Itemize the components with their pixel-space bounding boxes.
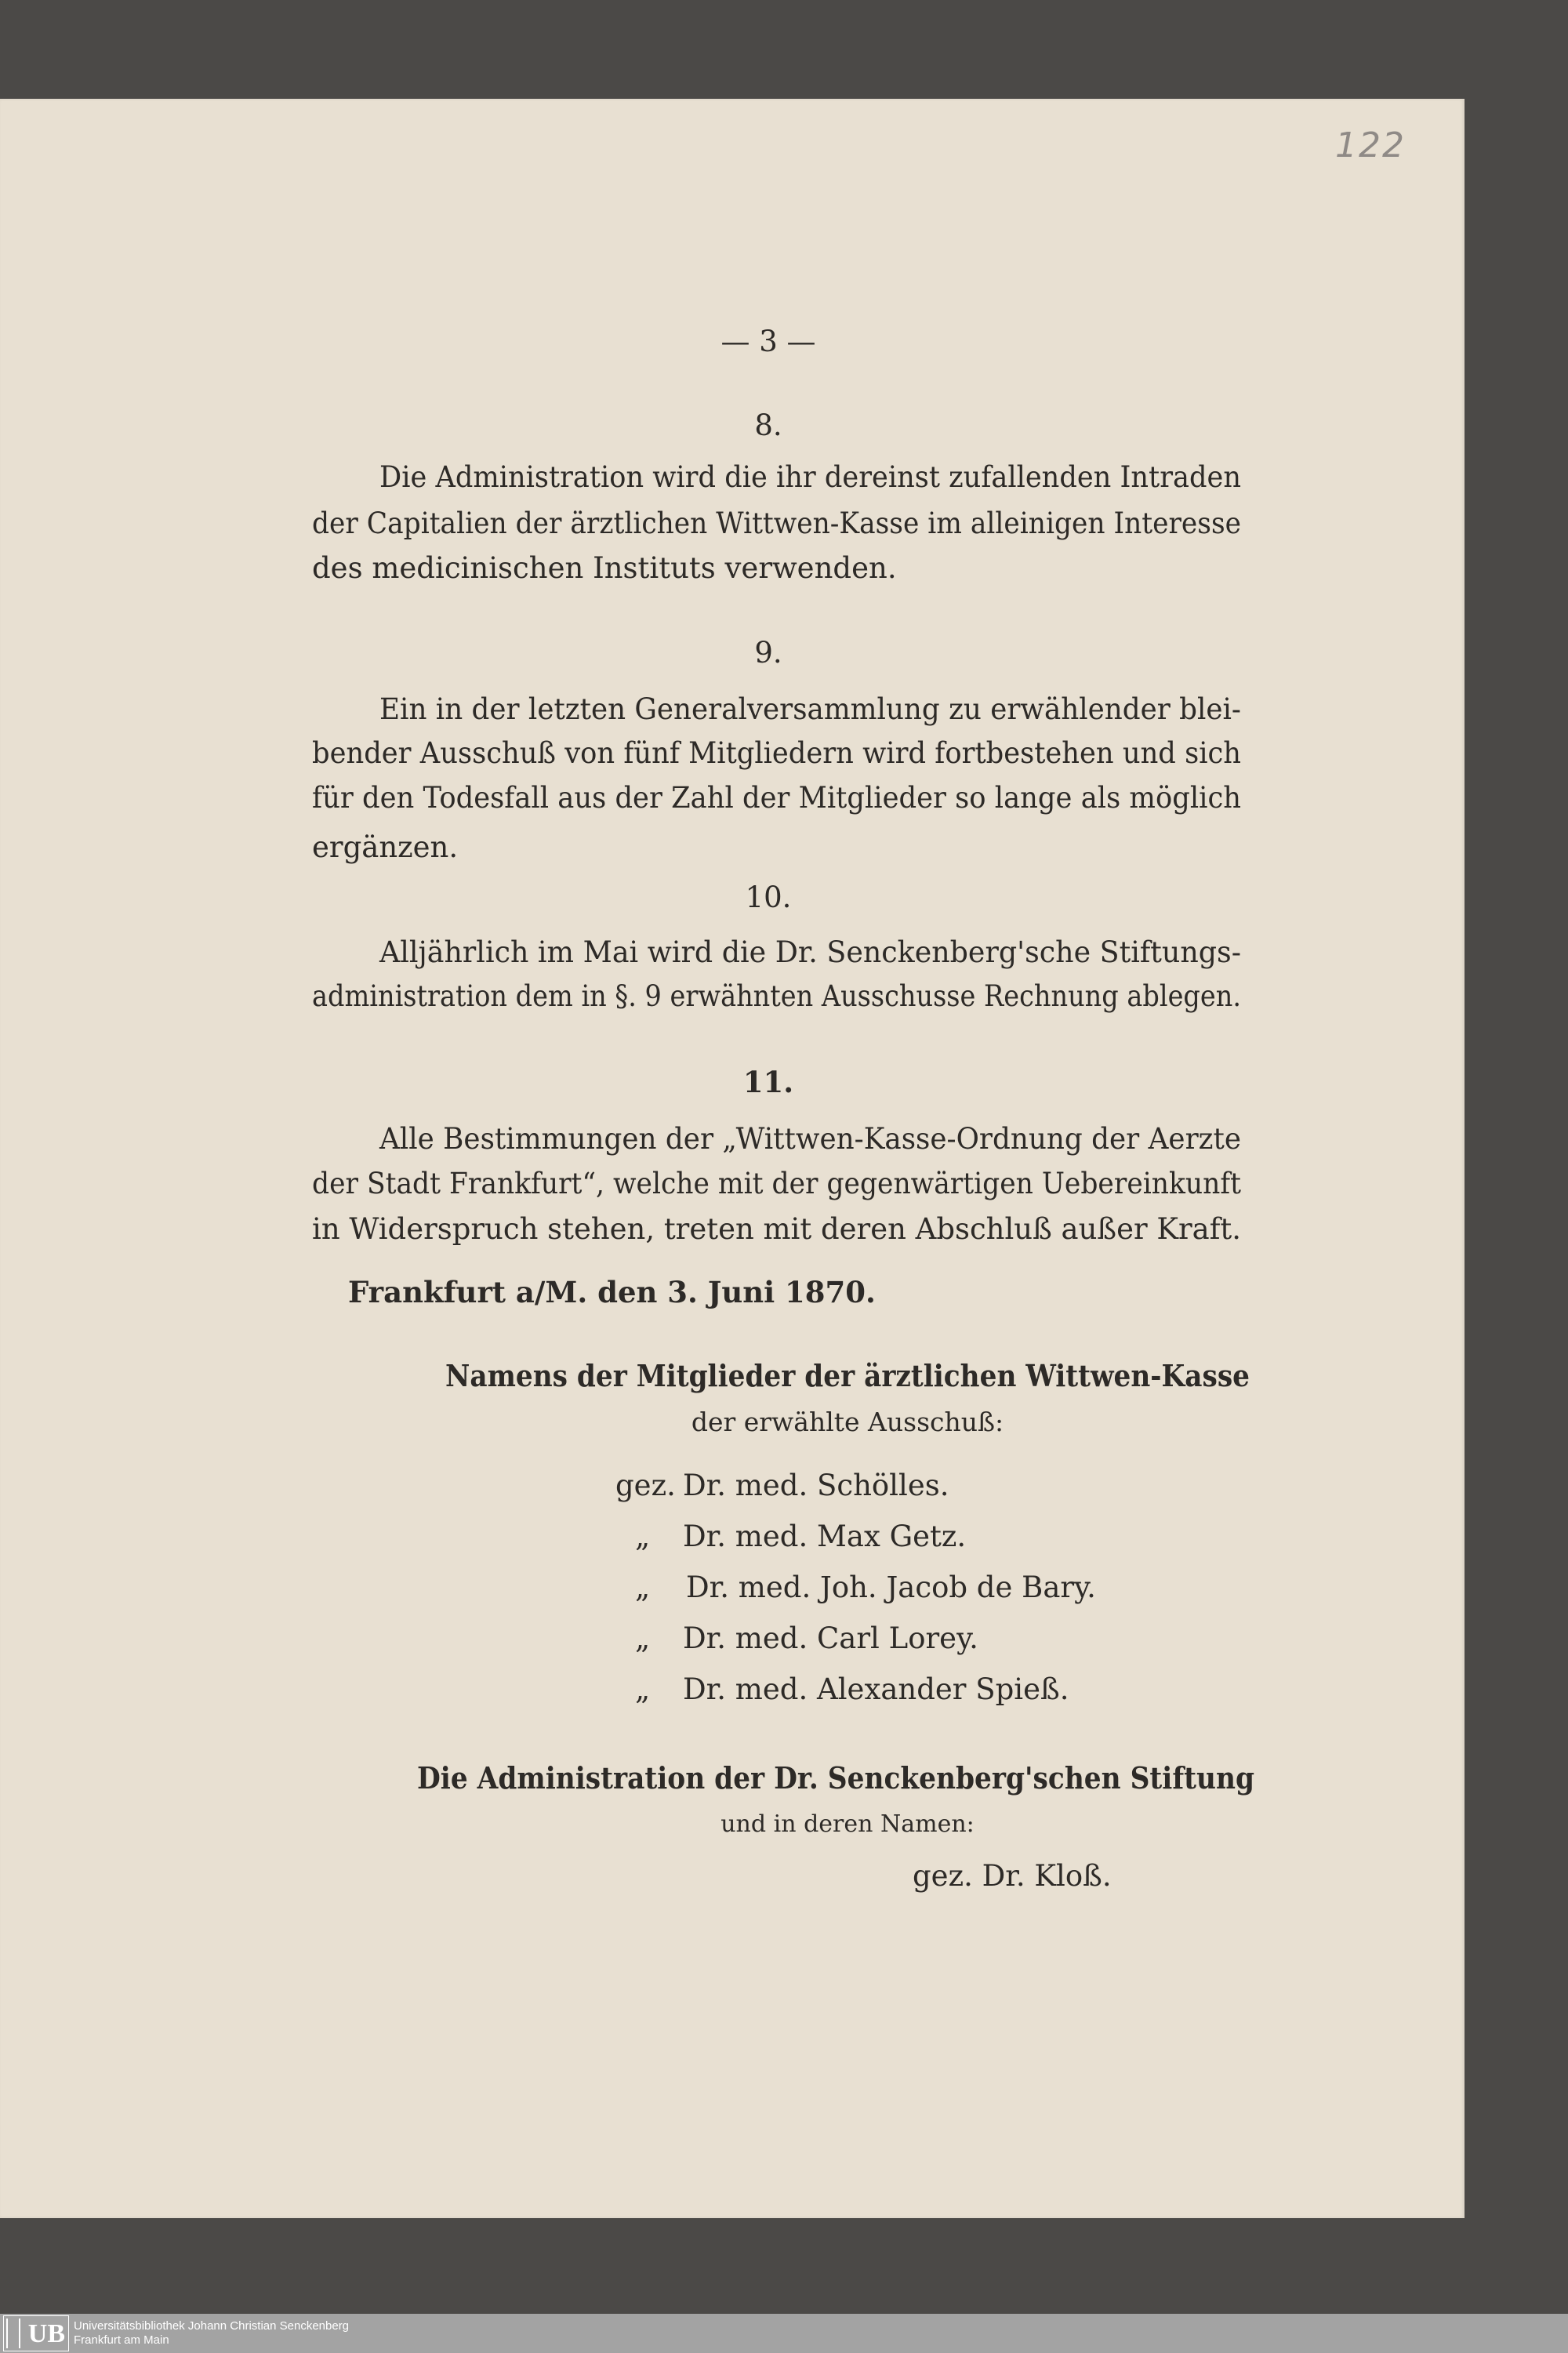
signature-prefix: „: [635, 1520, 651, 1553]
library-location: Frankfurt am Main: [74, 2333, 169, 2347]
signature-name: Dr. med. Joh. Jacob de Bary.: [686, 1570, 1096, 1604]
library-logo: [3, 2315, 69, 2351]
section-number: 8.: [754, 409, 782, 442]
committee-heading: Namens der Mitglieder der ärztlichen Wittwen-Kasse: [445, 1358, 1250, 1393]
text-line: administration dem in §. 9 erwähnten Ausschusse Rechnung ablegen.: [312, 979, 1241, 1013]
signature-name: Dr. med. Max Getz.: [683, 1520, 967, 1553]
signature-name: Dr. med. Alexander Spieß.: [683, 1672, 1069, 1706]
text-line: in Widerspruch stehen, treten mit deren Abschluß außer Kraft.: [312, 1212, 1241, 1246]
page-number: — 3 —: [720, 325, 816, 358]
book-pages-icon: [6, 2319, 20, 2348]
administration-heading: Die Administration der Dr. Senckenberg'schen Stiftung: [417, 1760, 1254, 1796]
archive-number: 122: [1335, 125, 1406, 165]
signature-prefix: „: [635, 1621, 651, 1655]
signature-name: Dr. med. Carl Lorey.: [683, 1621, 978, 1655]
signature-prefix: gez.: [615, 1469, 676, 1502]
text-line: für den Todesfall aus der Zahl der Mitglieder so lange als möglich: [312, 781, 1241, 815]
signature-name: Dr. med. Schölles.: [683, 1469, 949, 1502]
signature-prefix: „: [635, 1672, 651, 1706]
section-number: 9.: [754, 636, 782, 670]
library-name: Universitätsbibliothek Johann Christian Senckenberg: [74, 2319, 350, 2333]
document-page: [0, 99, 1465, 2218]
library-footer: [0, 2314, 1568, 2353]
text-line: der Capitalien der ärztlichen Wittwen-Kasse im alleinigen Interesse: [312, 507, 1241, 540]
text-line: ergänzen.: [312, 830, 459, 864]
text-line: der Stadt Frankfurt“, welche mit der gegenwärtigen Uebereinkunft: [312, 1167, 1241, 1200]
place-date: Frankfurt a/M. den 3. Juni 1870.: [348, 1275, 876, 1309]
text-line: Die Administration wird die ihr dereinst zufallenden Intraden: [379, 460, 1241, 494]
administration-signature: gez. Dr. Kloß.: [913, 1859, 1112, 1893]
text-line: Ein in der letzten Generalversammlung zu erwählender blei-: [379, 692, 1241, 726]
section-number: 10.: [745, 881, 792, 914]
section-number: 11.: [742, 1065, 794, 1099]
text-line: des medicinischen Instituts verwenden.: [312, 551, 897, 585]
text-line: bender Ausschuß von fünf Mitgliedern wird fortbestehen und sich: [312, 736, 1241, 770]
signature-prefix: „: [635, 1570, 651, 1604]
committee-subheading: der erwählte Ausschuß:: [691, 1407, 1004, 1437]
administration-subheading: und in deren Namen:: [720, 1810, 975, 1838]
logo-text: UB: [27, 2319, 65, 2348]
text-line: Alljährlich im Mai wird die Dr. Senckenberg'sche Stiftungs-: [379, 935, 1241, 969]
text-line: Alle Bestimmungen der „Wittwen-Kasse-Ordnung der Aerzte: [379, 1122, 1241, 1156]
